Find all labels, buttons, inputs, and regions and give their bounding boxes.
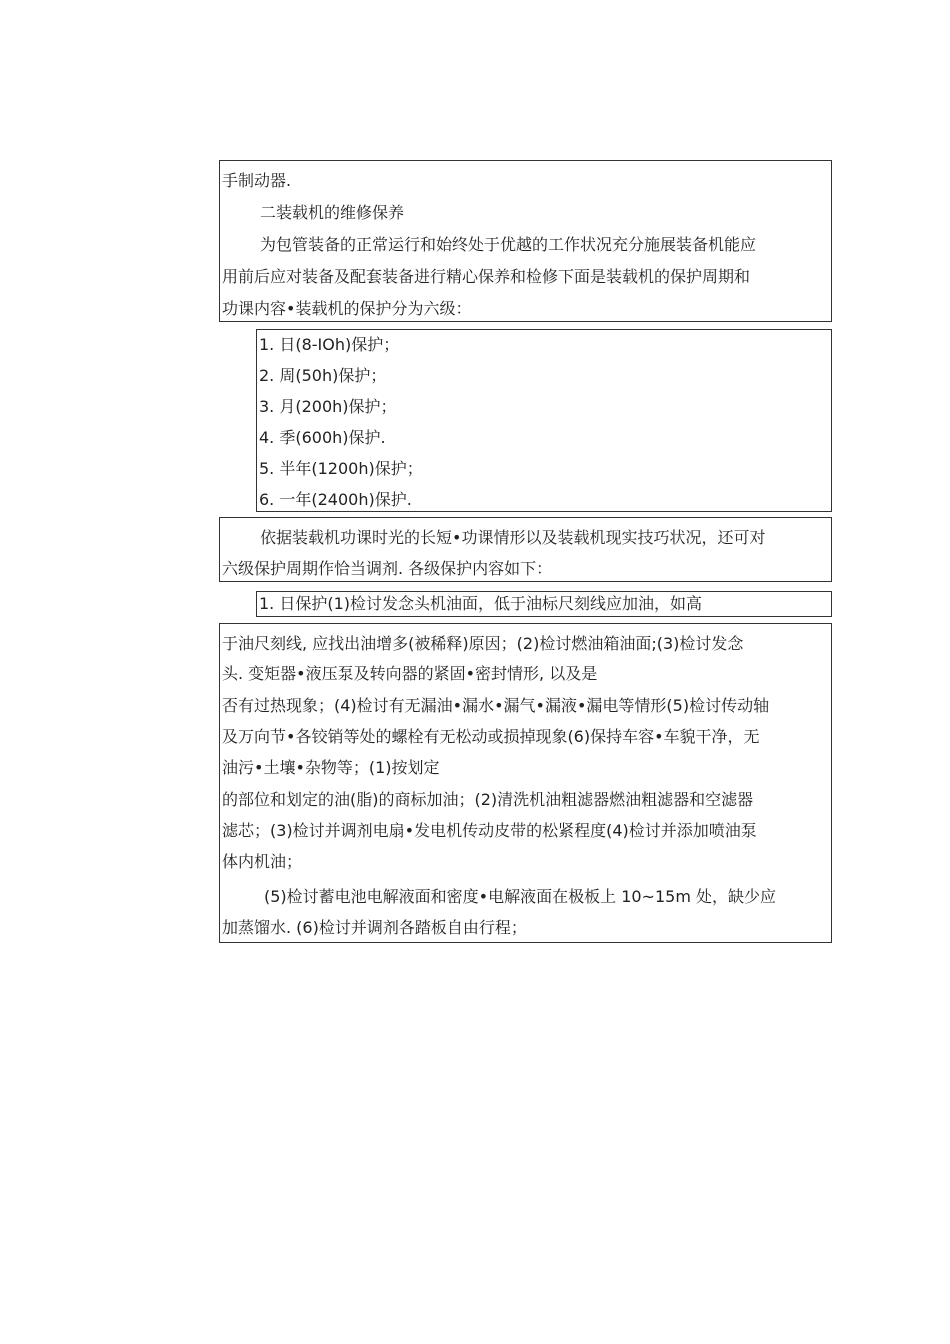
text-line: 油污•土壤•杂物等；(1)按划定 xyxy=(222,758,440,777)
list-item: 6. 一年(2400h)保护. xyxy=(259,490,412,509)
text-line: 于油尺刻线, 应找出油增多(被稀释)原因；(2)检讨燃油箱油面;(3)检讨发念 xyxy=(222,634,744,653)
text-line: 1. 日保护(1)检讨发念头机油面，低于油标尺刻线应加油，如高 xyxy=(259,594,703,613)
text-line: 用前后应对装备及配套装备进行精心保养和检修下面是装载机的保护周期和 xyxy=(222,267,751,286)
text-line: 依据装载机功课时光的长短•功课情形以及装载机现实技巧状况，还可对 xyxy=(260,528,766,547)
list-item: 3. 月(200h)保护； xyxy=(259,397,397,416)
text-line: 为包管装备的正常运行和始终处于优越的工作状况充分施展装备机能应 xyxy=(260,235,757,254)
list-item: 2. 周(50h)保护； xyxy=(259,366,387,385)
text-line: 功课内容•装载机的保护分为六级： xyxy=(222,299,472,318)
text-line: 滤芯；(3)检讨并调剂电扇•发电机传动皮带的松紧程度(4)检讨并添加喷油泵 xyxy=(222,821,757,840)
text-line: 头. 变矩器•液压泵及转向器的紧固•密封情形, 以及是 xyxy=(222,664,598,683)
text-line: 六级保护周期作恰当调剂. 各级保护内容如下： xyxy=(222,559,553,578)
levels-list xyxy=(256,329,832,512)
text-line: 及万向节•各铰销等处的螺栓有无松动或损掉现象(6)保持车容•车貌干净，无 xyxy=(222,727,760,746)
intro-box xyxy=(219,160,832,322)
daily-maintenance-header xyxy=(256,591,832,617)
text-line: 否有过热现象；(4)检讨有无漏油•漏水•漏气•漏液•漏电等情形(5)检讨传动轴 xyxy=(222,696,770,715)
adjust-note-box xyxy=(219,517,832,582)
list-item: 4. 季(600h)保护. xyxy=(259,428,386,447)
text-line: 体内机油； xyxy=(222,852,303,871)
section-heading: 二装载机的维修保养 xyxy=(260,203,405,222)
daily-maintenance-body xyxy=(219,623,832,943)
text-line: 手制动器. xyxy=(222,171,292,190)
list-item: 1. 日(8-IOh)保护； xyxy=(259,335,400,354)
list-item: 5. 半年(1200h)保护； xyxy=(259,459,423,478)
text-line: (5)检讨蓄电池电解液面和密度•电解液面在极板上 10~15m 处，缺少应 xyxy=(264,887,776,906)
text-line: 的部位和划定的油(脂)的商标加油；(2)清洗机油粗滤器燃油粗滤器和空滤器 xyxy=(222,790,754,809)
text-line: 加蒸馏水. (6)检讨并调剂各踏板自由行程； xyxy=(222,918,527,937)
